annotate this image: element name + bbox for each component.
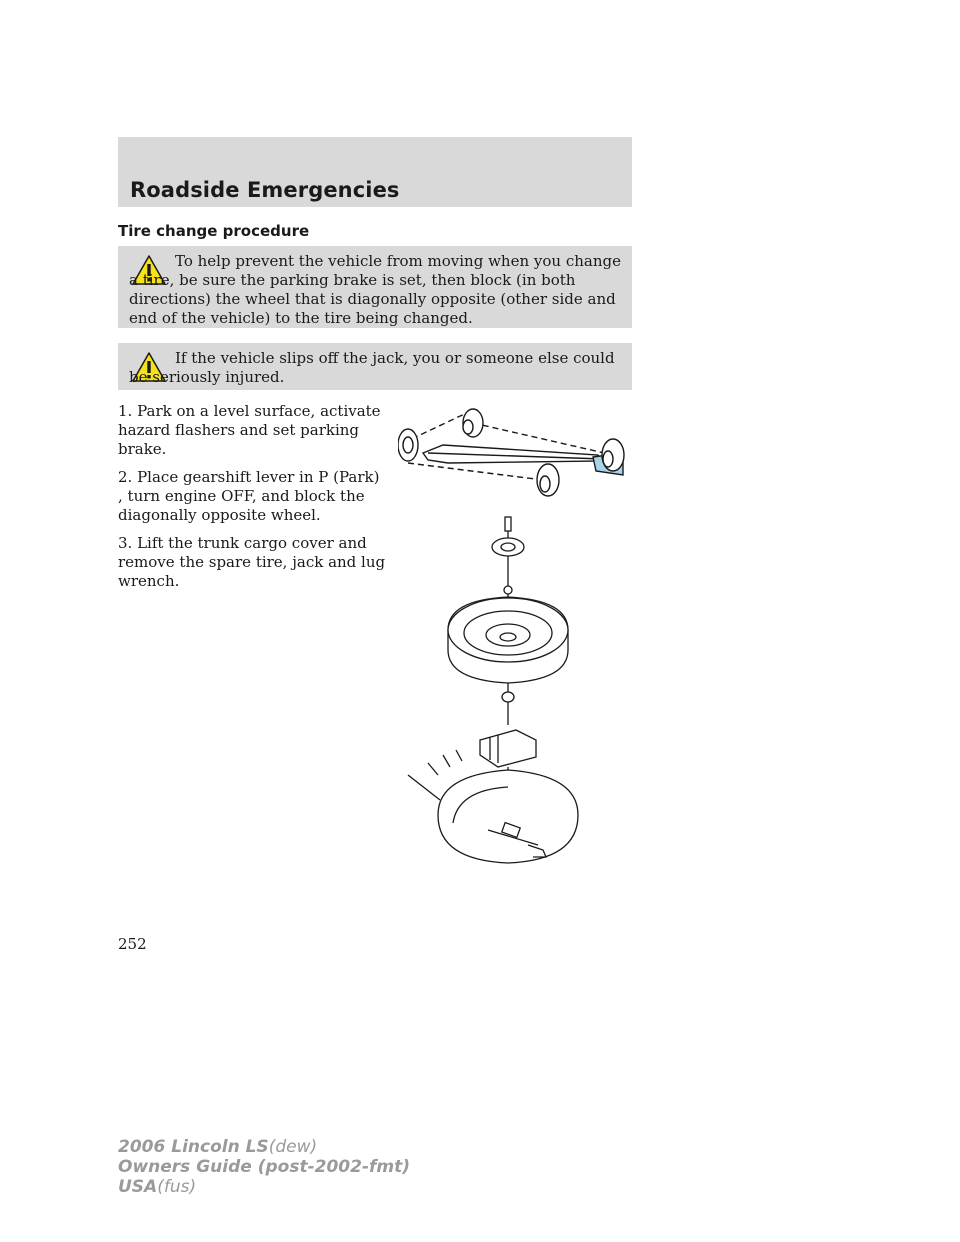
step-item: 2. Place gearshift lever in P (Park) , turn engine OFF, and block the diagonally opposite wheel. xyxy=(118,468,380,524)
document-footer xyxy=(118,1137,410,1197)
warning-box-2 xyxy=(118,343,632,390)
spare-tire-illustration xyxy=(398,405,643,865)
warning-box-1 xyxy=(118,246,632,328)
footer-market: USA xyxy=(118,1177,158,1197)
step-item: 3. Lift the trunk cargo cover and remove the spare tire, jack and lug wrench. xyxy=(118,534,386,590)
section-title: Tire change procedure xyxy=(118,222,310,240)
footer-model: 2006 Lincoln LS xyxy=(118,1137,269,1157)
spare-tire-assembly xyxy=(408,517,578,863)
wheel-diagram xyxy=(398,409,624,496)
step-item: 1. Park on a level surface, activate hazard flashers and set parking brake. xyxy=(118,402,381,458)
footer-model-code: (dew) xyxy=(268,1137,318,1157)
steps-list xyxy=(118,402,388,600)
page-number: 252 xyxy=(118,935,147,953)
warning-text-1: To help prevent the vehicle from moving when you change a tire, be sure the parking brake is set, then block (in both directions) the wheel that is diagonally opposite (other side and end of the vehicle) to the tire being changed. xyxy=(129,252,621,327)
footer-market-code: (fus) xyxy=(157,1177,197,1197)
page-header-title: Roadside Emergencies xyxy=(130,178,400,202)
footer-guide: Owners Guide (post-2002-fmt) xyxy=(118,1157,411,1177)
warning-text-2: If the vehicle slips off the jack, you or someone else could be seriously injured. xyxy=(129,349,615,386)
